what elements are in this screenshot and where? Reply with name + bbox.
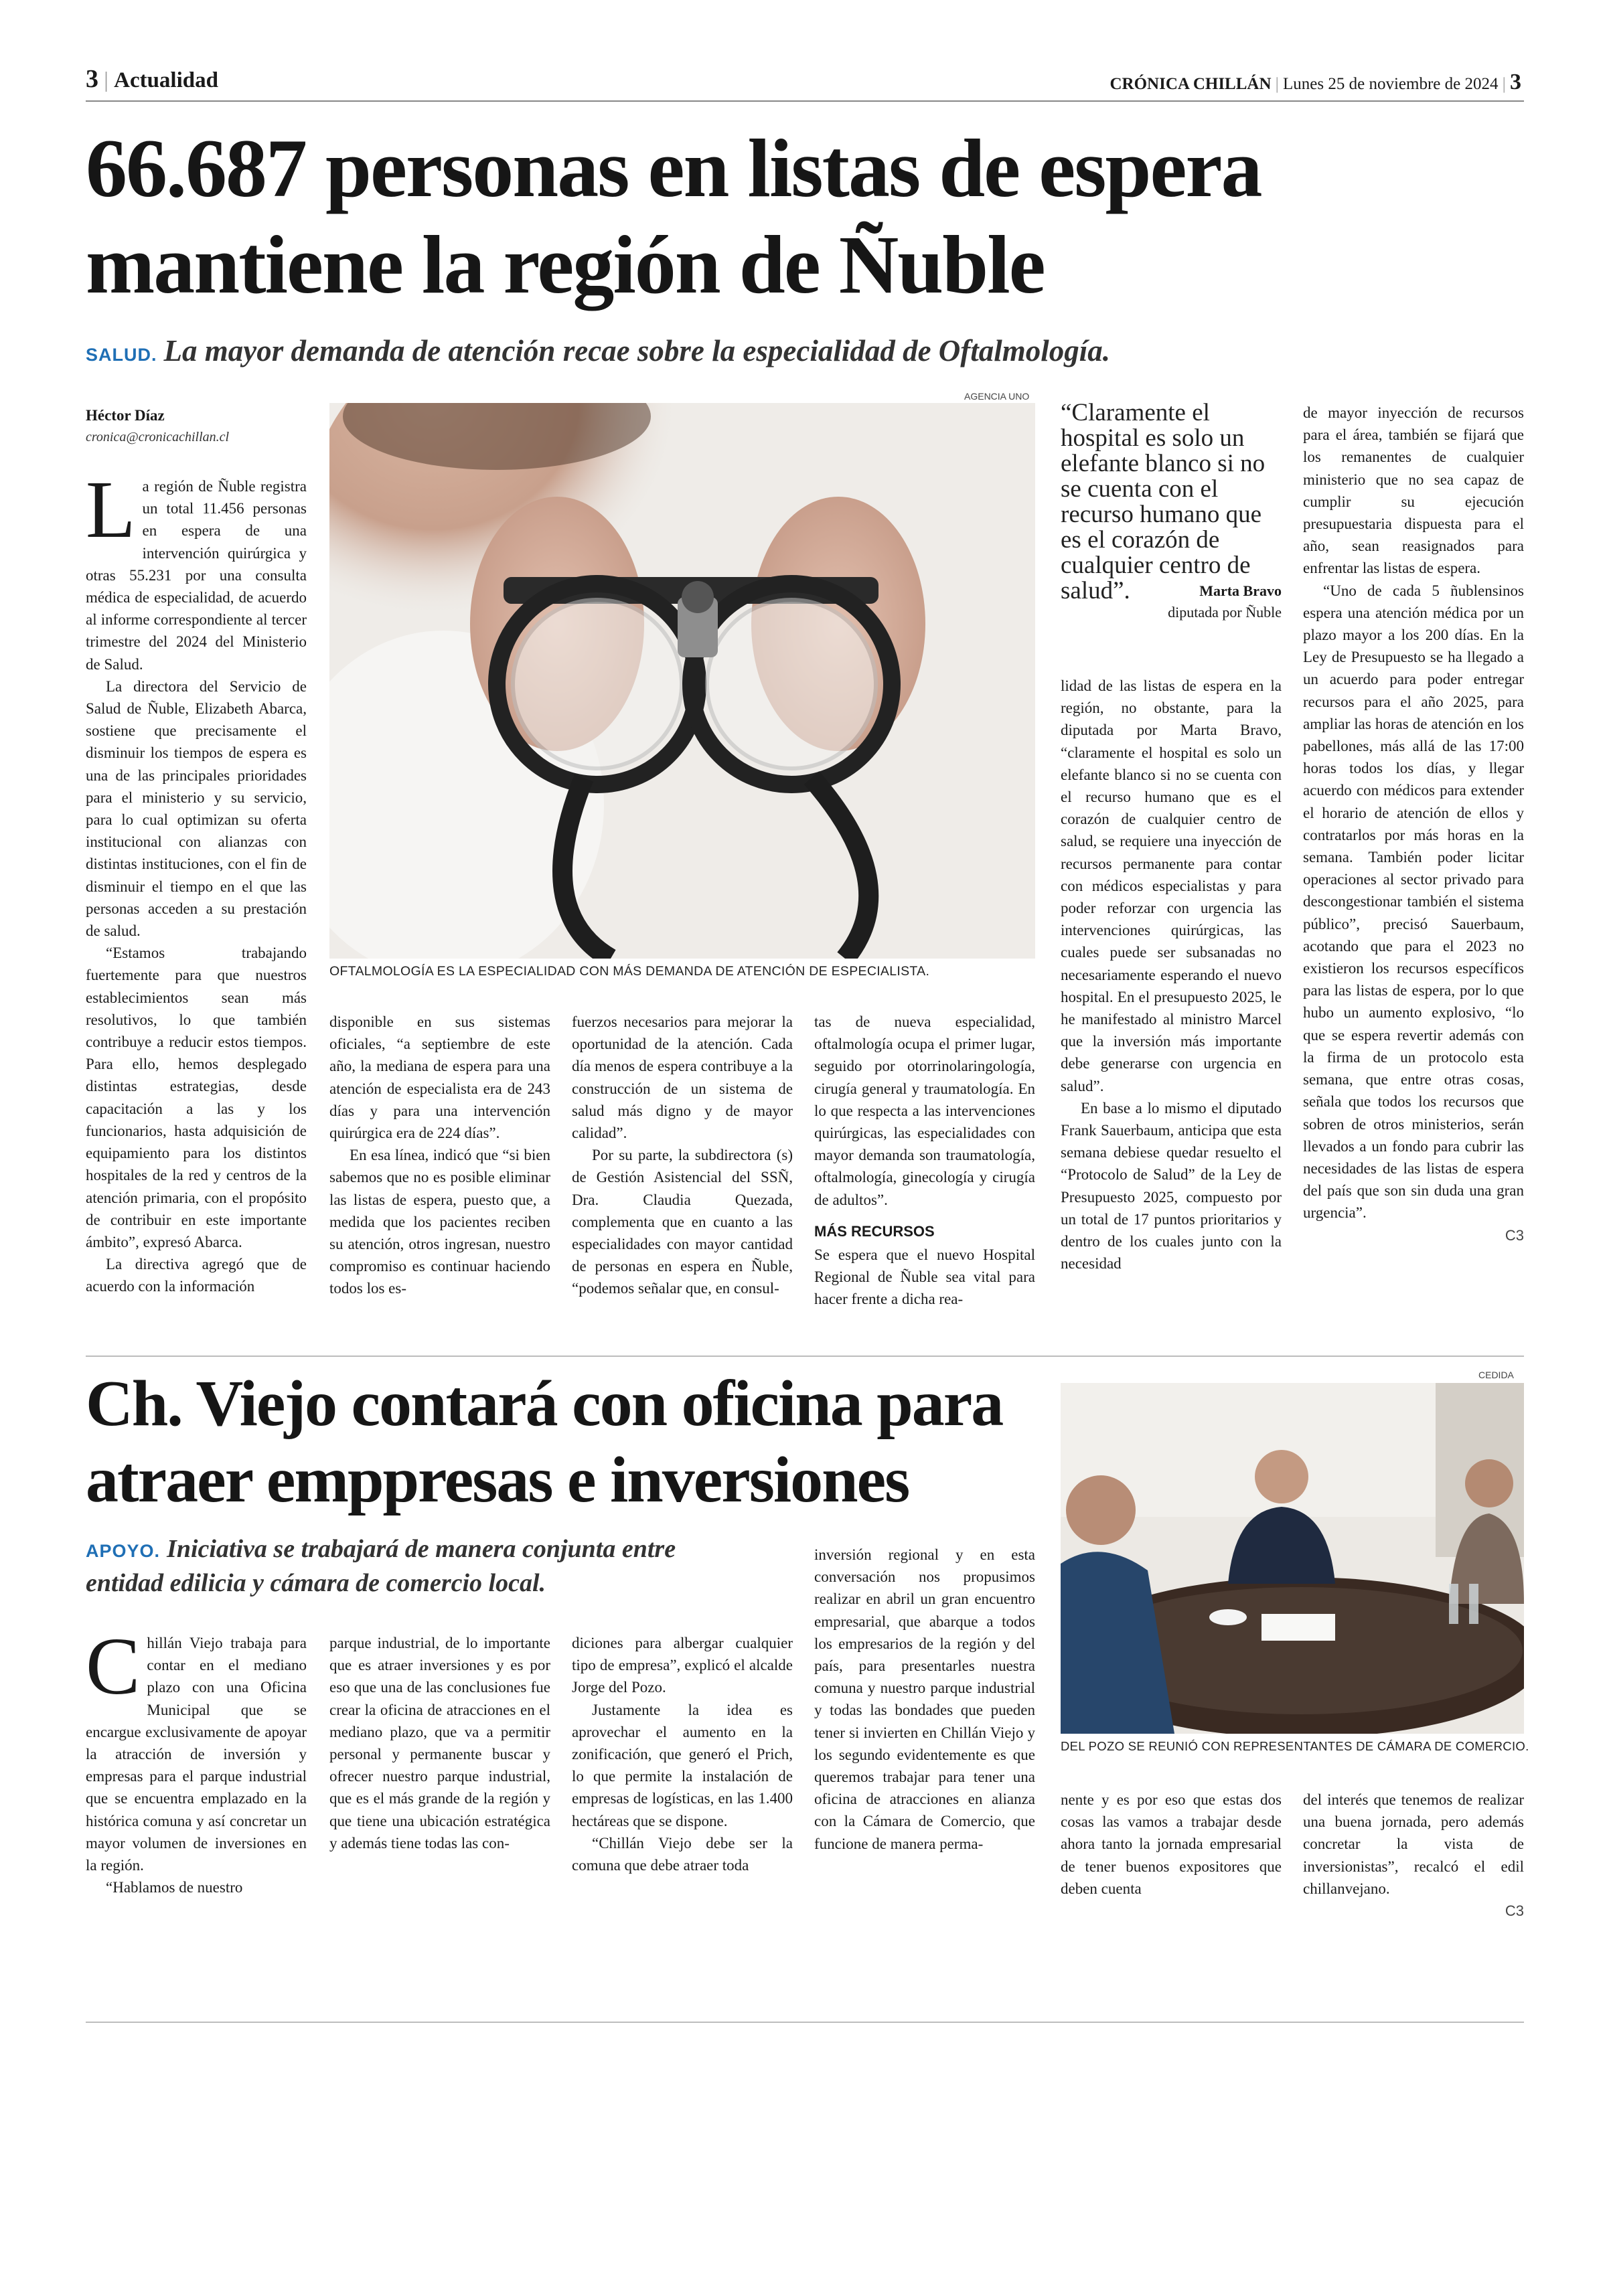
dropcap-l: L (86, 465, 136, 555)
footer-rule (86, 2022, 1524, 2023)
article2-column-1: Chillán Viejo trabaja para contar en el mediano plazo con una Oficina Municipal que se encargue exclusivamente de apoyar la atracción de inversión y empresas para el parque industrial que se encuentra emplazado en la histórica comuna y así concretar un mayor volumen de inversiones en la región. “Hablamos de nuestro (86, 1621, 307, 1896)
pull-quote-role: diputada por Ñuble (1168, 604, 1282, 621)
article2-column-5: nente y es por eso que estas dos cosas las vamos a trabajar desde ahora tanto la jornada empresarial de tener buenos expositores que deben cuenta (1061, 1791, 1282, 1897)
article1-column-3: fuerzos necesarios para mejorar la oportunidad de la atención. Cada día menos de espera contribuye a la construcción de un sistema de salud más digno y de mayor calidad”. Por su parte, la subdirectora (s) de Gestión Asistencial del SSÑ, Dra. Claudia Quezada, complementa que en cuanto a las especialidades con mayor cantidad de personas en espera en Ñuble, “podemos señalar que, en consul- (572, 1013, 793, 1297)
article1-column-4: tas de nueva especialidad, oftalmología ocupa el primer lugar, seguido por otorrinolaringología, cirugía general y traumatología. En lo que respecta a las intervenciones quirúrgicas, las especialidades con mayor demanda son traumatología, oftalmología, ginecología y cirugía de adultos”. MÁS RECURSOS Se espera que el nuevo Hospital Regional de Ñuble sea vital para hacer frente a dicha rea- (814, 1013, 1035, 1308)
article1-column-2: disponible en sus sistemas oficiales, “a septiembre de este año, la mediana de espera para una atención de especialista era de 243 días y para una intervención quirúrgica era de 224 días”. En esa línea, indicó que “si bien sabemos que no es posible eliminar las listas de espera, puesto que, a medida que los pacientes reciben su atención, otros ingresan, nuestro compromiso es continuar haciendo todos los es- (329, 1013, 550, 1297)
author-name: Héctor Díaz (86, 407, 165, 424)
article2-photo-caption: DEL POZO SE REUNIÓ CON REPRESENTANTES DE CÁMARA DE COMERCIO. (1061, 1739, 1529, 1753)
dropcap-c: C (86, 1621, 141, 1712)
trial-frame-photo-illustration (329, 403, 1035, 959)
kicker-tag: SALUD. (86, 345, 157, 365)
meeting-photo-illustration (1061, 1383, 1524, 1734)
kicker-tag-apoyo: APOYO. (86, 1541, 161, 1561)
publication-name: CRÓNICA CHILLÁN (1109, 75, 1272, 93)
article2-column-4: inversión regional y en esta conversación nos propusimos realizar en abril un gran encuentro empresarial, que abarque a todos los empresarios de la región y del país, para presentarles nuestra comuna y nuestro parque industrial y todas las bondades que pueden tener si invierten en Chillán Viejo y los segundo evidentemente es que queremos trabajar para tener una oficina de atracciones en alianza con la Cámara de Comercio, que funcione de manera perma- (814, 1546, 1035, 1852)
article1-photo (329, 403, 1035, 959)
photo2-credit: CEDIDA (1478, 1370, 1514, 1380)
article2-column-3: diciones para albergar cualquier tipo de empresa”, explicó el alcalde Jorge del Pozo. Justamente la idea es aprovechar el aumento en la zonificación, que generó el Prich, lo que permite la instalación de empresas de logísticas, en las 1.400 hectáreas que se dispone. “Chillán Viejo debe ser la comuna que debe atraer toda (572, 1635, 793, 1874)
running-header-right: CRÓNICA CHILLÁN | Lunes 25 de noviembre de 2024 | 3 (1109, 70, 1521, 94)
article1-headline: 66.687 personas en listas de espera mantiene la región de Ñuble (86, 122, 1261, 311)
article2-column-6: del interés que tenemos de realizar una buena jornada, pero además concretar la vista de inversionistas”, recalcó el edil chillanvejano. C3 (1303, 1789, 1524, 1922)
article2-photo (1061, 1383, 1524, 1734)
photo-credit: AGENCIA UNO (964, 391, 1030, 402)
pull-quote-name: Marta Bravo (1199, 582, 1282, 599)
article1-column-1: La región de Ñuble registra un total 11.456 personas en espera de una intervención quirúrgica y otras 55.231 por una consulta médica de especialidad, de acuerdo al informe correspondiente al tercer trimestre del 2024 del Ministerio de Salud. La directora del Servicio de Salud de Ñuble, Elizabeth Abarca, sostiene que precisamente el disminuir los tiempos de espera es una de las principales prioridades para el ministerio y su servicio, para lo cual optimizan su oferta institucional con alianzas con distintas instituciones, con el fin de disminuir el tiempo en el que las personas acceden a su prestación de salud. “Estamos trabajando fuertemente para que nuestros establecimientos sean más resolutivos, lo que también contribuye a reducir estos tiempos. Para ello, hemos desplegado distintas estrategias, desde capacitación a las y los funcionarios, hasta adquisición de equipamiento para los distintos hospitales de la red y centros de la atención primaria, con el propósito de contribuir en este importante ámbito”, expresó Abarca. La directiva agregó que de acuerdo con la información (86, 465, 307, 1295)
end-mark-icon-2: C3 (1505, 1902, 1524, 1920)
article2-column-2: parque industrial, de lo importante que es atraer inversiones y es por eso que una de las conclusiones fue crear la oficina de atracciones en el mediano plazo, que va a permitir personal y permanente buscar y ofrecer nuestro parque industrial, que es el más grande de la región y que tiene una ubicación estratégica y además tiene todas las con- (329, 1635, 550, 1852)
article1-kicker (86, 333, 1110, 368)
subhead-mas-recursos: MÁS RECURSOS (814, 1222, 935, 1240)
article1-photo-caption: OFTALMOLOGÍA ES LA ESPECIALIDAD CON MÁS DEMANDA DE ATENCIÓN DE ESPECIALISTA. (329, 964, 930, 979)
page-number-left: 3 (86, 65, 98, 93)
end-mark-icon: C3 (1505, 1226, 1524, 1244)
article2-kicker: APOYO. Iniciativa se trabajará de manera conjunta entre entidad edilicia y cámara de comercio local. (86, 1535, 676, 1597)
running-header-left: 3 | Actualidad (86, 65, 218, 93)
section-name: Actualidad (114, 68, 218, 92)
article1-column-5: lidad de las listas de espera en la región, no obstante, para la diputada por Marta Bravo, “claramente el hospital es solo un elefante blanco si no se cuenta con el recurso humano que es el corazón de cualquier centro de salud, se requiere una inyección de recursos permanente para contar con médicos especialistas y para poder reforzar con urgencia las intervenciones quirúrgicas, las cuales puede ser subsanadas no necesariamente esperando el nuevo hospital. En el presupuesto 2025, le he manifestado al ministro Marcel que la inversión más importante debe generarse con urgencia en salud”. En base a lo mismo el diputado Frank Sauerbaum, anticipa que esta semana debiese quedar resuelto el “Protocolo de Salud” de la Ley de Presupuesto 2025, compuesto por un total de 17 puntos prioritarios y dentro de los cuales junto con la necesidad (1061, 677, 1282, 1273)
article1-column-6: de mayor inyección de recursos para el área, también se fijará que los remanentes de cualquier ministerio que no sea capaz de cumplir su ejecución presupuestaria dispuesta para el año, sean reasignados para enfrentar las listas de espera. “Uno de cada 5 ñublensinos espera una atención médica por un plazo mayor a los 200 días. En la Ley de Presupuesto se ha llegado a un acuerdo para poder entregar recursos para el año 2025, para ampliar las horas de atención en los pabellones, más allá de las 17:00 horas todos los días, y llegar acuerdo con médicos para extender el horario de atención de ellos y contratarlos por más horas en la semana. También poder licitar operaciones al sector privado para descongestionar también el sistema público”, precisó Sauerbaum, acotando que para el 2023 no existieron los recursos específicos para las listas de espera, por lo que hubo un aumento explosivo, “lo que se espera revertir además con la firma de un protocolo esta semana, que entre otras cosas, señala que todos los recursos que sobren de otros ministerios, serán llevados a un fondo para cubrir las necesidades de las listas de espera del país que son sin duda una gran urgencia”. C3 (1303, 402, 1524, 1246)
article2-headline: Ch. Viejo contará con oficina para atraer emppresas e inversiones (86, 1368, 1003, 1516)
pull-quote: “Claramente el hospital es solo un elefante blanco si no se cuenta con el recurso humano que es el corazón de cualquier centro de salud”. (1061, 399, 1266, 604)
page-number-right: 3 (1510, 70, 1521, 94)
header-rule (86, 100, 1524, 102)
article-divider (86, 1356, 1524, 1357)
author-email: cronica@cronicachillan.cl (86, 430, 230, 444)
kicker-text: La mayor demanda de atención recae sobre la especialidad de Oftalmología. (163, 334, 1111, 367)
issue-date: Lunes 25 de noviembre de 2024 (1283, 75, 1499, 93)
